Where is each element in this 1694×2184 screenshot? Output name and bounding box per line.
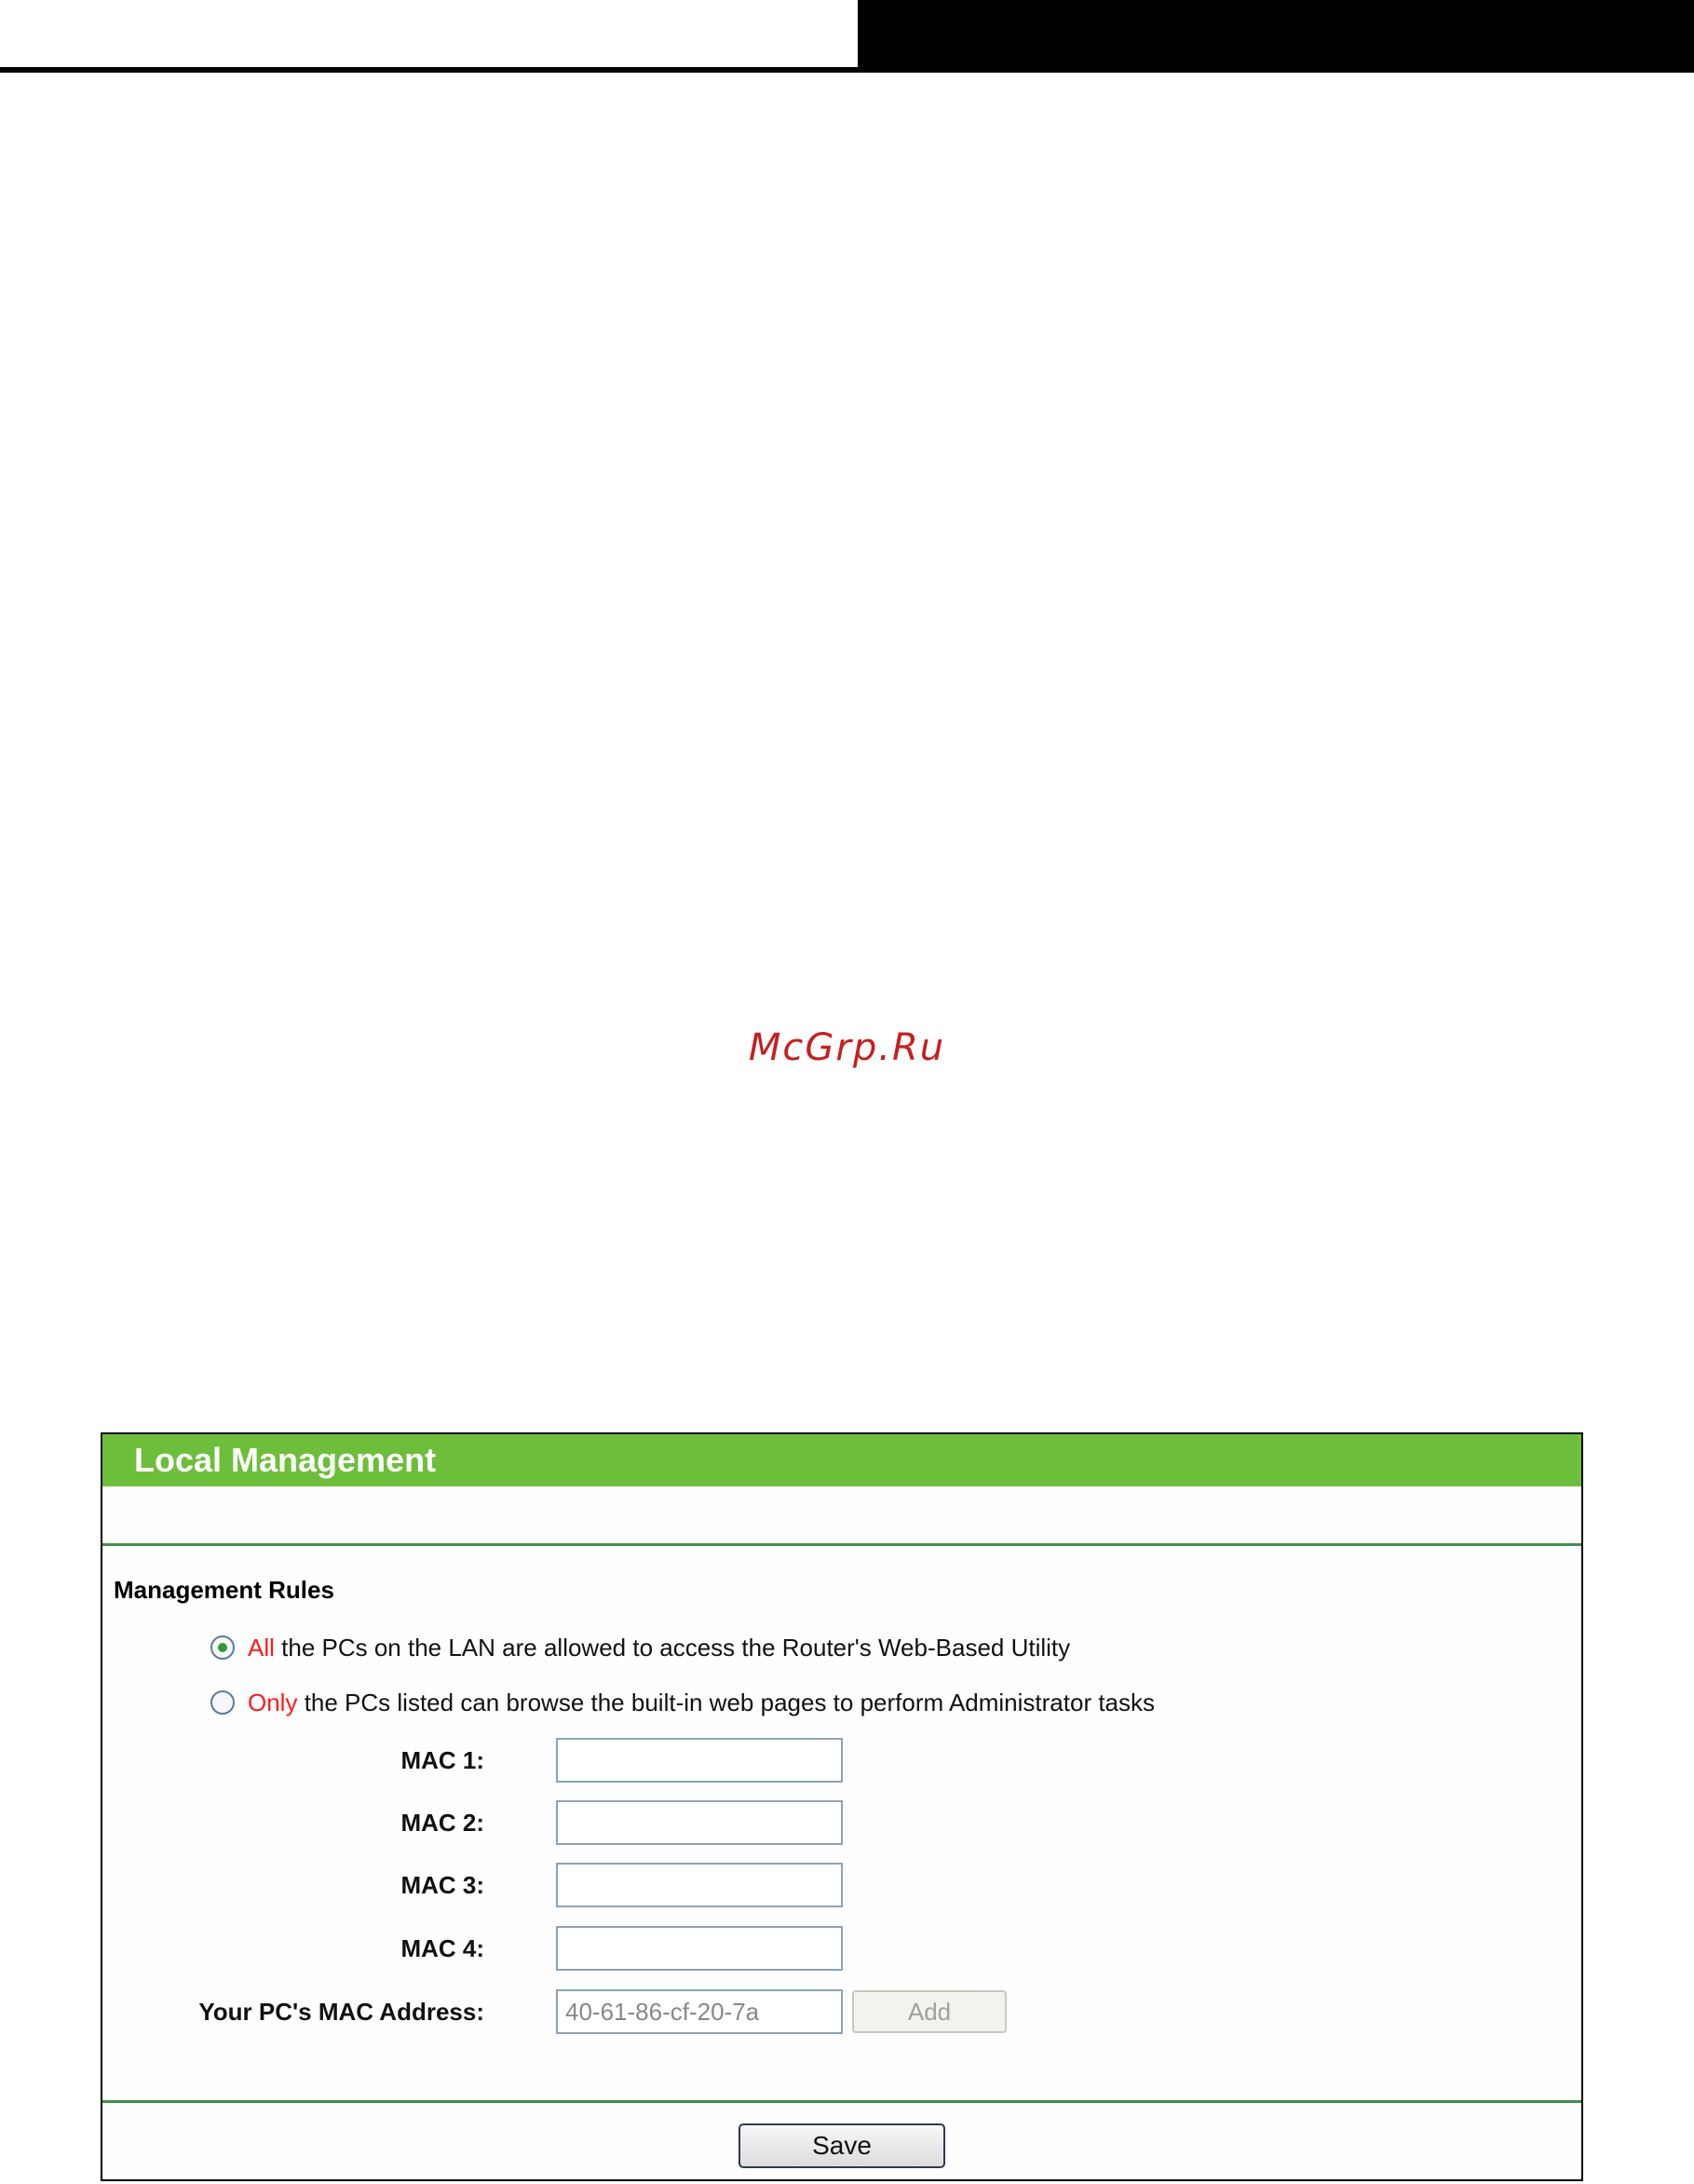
header-rule bbox=[0, 67, 1694, 73]
mac2-input[interactable] bbox=[556, 1800, 843, 1845]
header-black-block bbox=[858, 0, 1694, 69]
rule-only-highlight: Only bbox=[248, 1688, 298, 1716]
rule-only-row[interactable] bbox=[210, 1686, 1155, 1719]
mac1-input[interactable] bbox=[556, 1738, 843, 1783]
mac2-label: MAC 2: bbox=[400, 1809, 484, 1837]
rule-all-label bbox=[248, 1634, 1070, 1662]
rule-all-row[interactable] bbox=[210, 1631, 1070, 1664]
rule-all-highlight: All bbox=[248, 1633, 275, 1662]
pc-mac-label: Your PC's MAC Address: bbox=[198, 1998, 484, 2026]
mac4-input[interactable] bbox=[556, 1926, 843, 1971]
watermark: McGrp.Ru bbox=[748, 1026, 946, 1069]
local-management-panel bbox=[101, 1432, 1583, 2181]
section-title: Management Rules bbox=[114, 1576, 334, 1604]
page-title: Local Management bbox=[134, 1441, 437, 1479]
mac3-label: MAC 3: bbox=[400, 1871, 484, 1899]
pc-mac-input[interactable] bbox=[556, 1989, 843, 2034]
divider-top bbox=[102, 1543, 1581, 1546]
rule-all-radio[interactable] bbox=[210, 1635, 235, 1660]
rule-only-label bbox=[248, 1689, 1155, 1717]
rule-all-text: the PCs on the LAN are allowed to access the Router's Web-Based Utility bbox=[274, 1633, 1071, 1662]
panel-header bbox=[102, 1434, 1581, 1486]
rule-only-radio[interactable] bbox=[210, 1690, 235, 1715]
save-button[interactable]: Save bbox=[739, 2123, 945, 2168]
divider-bottom bbox=[102, 2100, 1581, 2103]
mac3-input[interactable] bbox=[556, 1863, 843, 1907]
mac4-label: MAC 4: bbox=[400, 1934, 484, 1962]
add-button[interactable]: Add bbox=[852, 1990, 1007, 2033]
rule-only-text: the PCs listed can browse the built-in web pages to perform Administrator tasks bbox=[297, 1688, 1156, 1716]
mac1-label: MAC 1: bbox=[400, 1746, 484, 1774]
